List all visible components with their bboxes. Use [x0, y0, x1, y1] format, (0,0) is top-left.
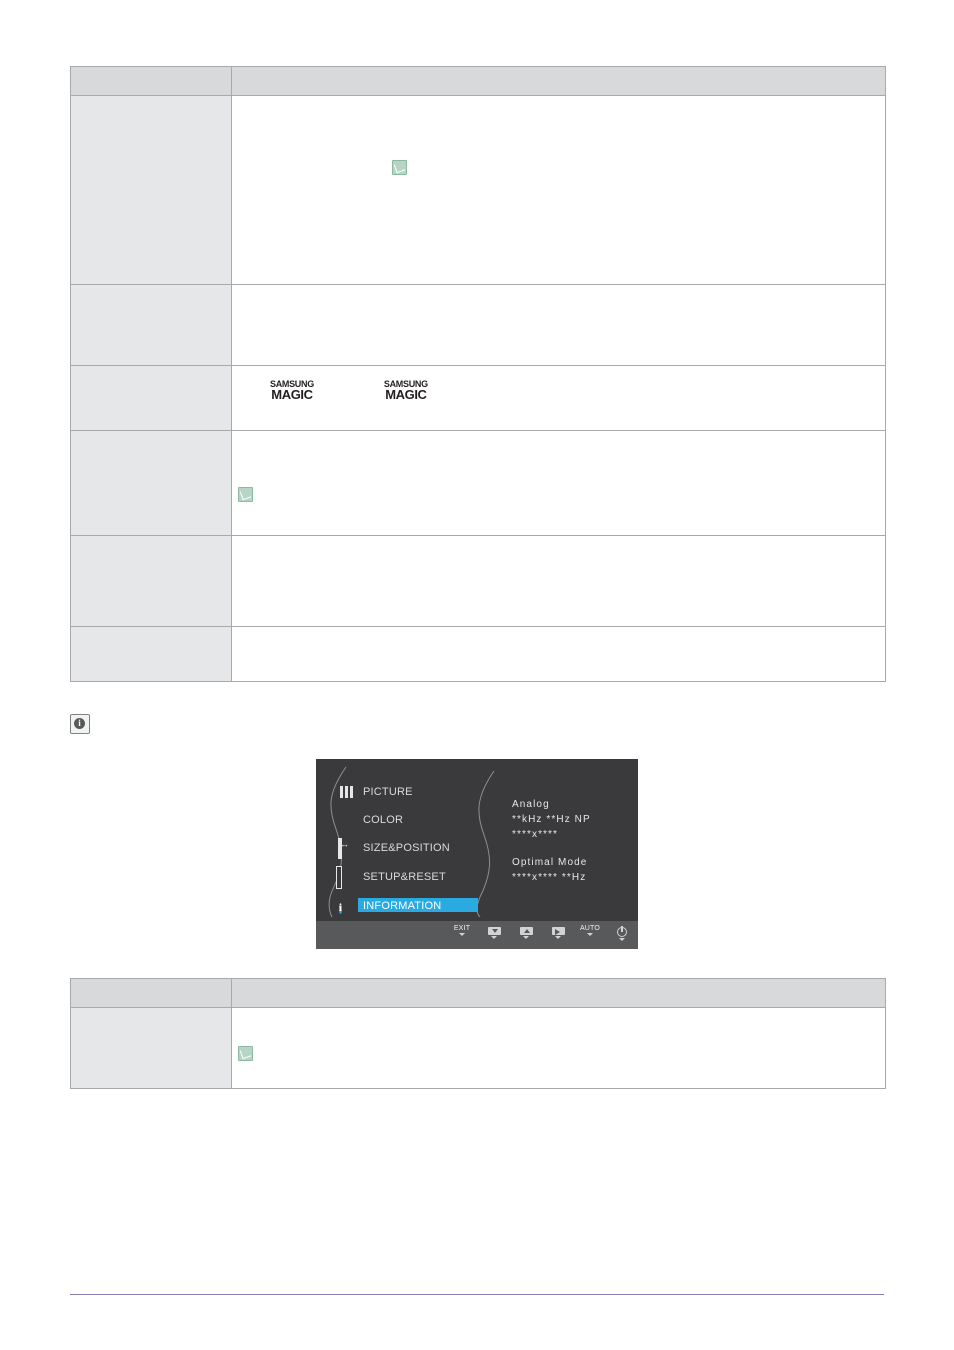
- row-desc-cell: [232, 627, 886, 682]
- samsung-magic-logos: [232, 366, 885, 401]
- row-desc-cell: [232, 1008, 886, 1089]
- table-header-desc: [232, 979, 886, 1008]
- osd-info-line-1: Analog: [512, 799, 550, 810]
- osd-screenshot: [316, 759, 638, 949]
- row-label-cell: [71, 627, 232, 682]
- row-desc-text: [232, 285, 885, 305]
- osd-information-panel: [512, 797, 591, 885]
- row-desc-cell: [232, 96, 886, 285]
- table-header-label: [71, 67, 232, 96]
- table-row: [71, 366, 886, 431]
- osd-menu-item-size-position[interactable]: [338, 839, 450, 856]
- osd-info-line-3: ****x****: [512, 829, 559, 840]
- osd-menu-item-label: PICTURE: [363, 785, 413, 798]
- row-label-text: [71, 536, 231, 556]
- exit-caret-icon: [459, 933, 465, 936]
- row-label-cell: [71, 536, 232, 627]
- row-desc-text: [232, 627, 885, 647]
- magic-logo-top-text: SAMSUNG: [270, 379, 314, 389]
- samsung-magic-logo: [270, 380, 314, 401]
- color-palette-icon: [338, 812, 355, 827]
- table-row: [71, 627, 886, 682]
- note-block: [238, 487, 885, 502]
- row-label-cell: [71, 431, 232, 536]
- osd-menu-item-picture[interactable]: [338, 783, 413, 800]
- note-block: [392, 160, 885, 175]
- osd-button-auto[interactable]: [572, 925, 608, 936]
- down-arrow-icon: [488, 927, 501, 935]
- picture-icon: [338, 784, 355, 799]
- row-label-text: [71, 627, 231, 647]
- osd-info-line-4: Optimal Mode: [512, 857, 588, 868]
- osd-info-line-2: **kHz **Hz NP: [512, 814, 591, 825]
- table-row: [71, 1008, 886, 1089]
- gear-icon: [338, 869, 355, 884]
- row-label-text: [71, 96, 231, 116]
- row-desc-cell: [232, 536, 886, 627]
- osd-menu-item-label: INFORMATION: [363, 899, 442, 912]
- auto-caret-icon: [587, 933, 593, 936]
- table-row: [71, 96, 886, 285]
- row-label-cell: [71, 366, 232, 431]
- enter-caret-icon: [555, 936, 561, 939]
- osd-button-exit[interactable]: [444, 925, 480, 936]
- note-icon: [238, 487, 253, 502]
- note-icon: [238, 1046, 253, 1061]
- magic-logo-bottom-text: MAGIC: [271, 387, 313, 402]
- power-caret-icon: [619, 938, 625, 941]
- row-label-text: [71, 431, 231, 451]
- row-desc-cell: [232, 285, 886, 366]
- osd-button-up[interactable]: [508, 927, 544, 939]
- row-desc-cell: [232, 431, 886, 536]
- size-position-icon: [338, 840, 355, 855]
- info-icon: i: [339, 903, 342, 914]
- table-row: [71, 431, 886, 536]
- row-desc-text: [232, 96, 885, 116]
- note-block: [238, 1046, 885, 1061]
- enter-icon: [552, 927, 565, 935]
- info-icon-glyph: i: [74, 718, 85, 729]
- info-icon: [70, 714, 90, 734]
- osd-button-power[interactable]: [604, 927, 638, 941]
- row-label-cell: [71, 96, 232, 285]
- osd-button-down[interactable]: [476, 927, 512, 939]
- row-label-cell: [71, 1008, 232, 1089]
- up-caret-icon: [523, 936, 529, 939]
- row-label-text: [71, 285, 231, 305]
- osd-button-label: AUTO: [579, 925, 601, 932]
- options-table-top: [70, 66, 886, 682]
- magic-logo-bottom-text: MAGIC: [385, 387, 427, 402]
- row-desc-text: [232, 431, 885, 451]
- samsung-magic-logo: [384, 380, 428, 401]
- row-desc-text: [232, 536, 885, 556]
- osd-button-label: EXIT: [453, 925, 471, 932]
- osd-button-bar: [316, 921, 638, 949]
- osd-menu-item-label: SIZE&POSITION: [363, 841, 450, 854]
- osd-menu-item-color[interactable]: [338, 811, 403, 828]
- down-caret-icon: [491, 936, 497, 939]
- row-label-text: [71, 1008, 231, 1028]
- row-label-cell: [71, 285, 232, 366]
- row-label-text: [71, 366, 231, 386]
- osd-button-enter[interactable]: [540, 927, 576, 939]
- row-desc-cell: [232, 366, 886, 431]
- table-row: [71, 536, 886, 627]
- osd-menu-item-label: COLOR: [363, 813, 404, 826]
- osd-menu-item-information[interactable]: [338, 897, 441, 914]
- table-header-label: [71, 979, 232, 1008]
- footer-divider: [70, 1294, 884, 1295]
- osd-menu-item-setup-reset[interactable]: [338, 868, 446, 885]
- table-header-desc: [232, 67, 886, 96]
- osd-info-line-5: ****x**** **Hz: [512, 872, 587, 883]
- up-arrow-icon: [520, 927, 533, 935]
- note-icon: [392, 160, 407, 175]
- osd-menu-item-label: SETUP&RESET: [363, 870, 446, 883]
- options-table-bottom: [70, 978, 886, 1089]
- table-header-row: [71, 67, 886, 96]
- table-row: [71, 285, 886, 366]
- row-desc-text: [232, 1008, 885, 1028]
- table-header-row: [71, 979, 886, 1008]
- osd-menu-list: [316, 759, 498, 919]
- magic-logo-top-text: SAMSUNG: [383, 379, 428, 389]
- osd-info-spacer: [512, 842, 591, 855]
- power-icon: [617, 927, 627, 937]
